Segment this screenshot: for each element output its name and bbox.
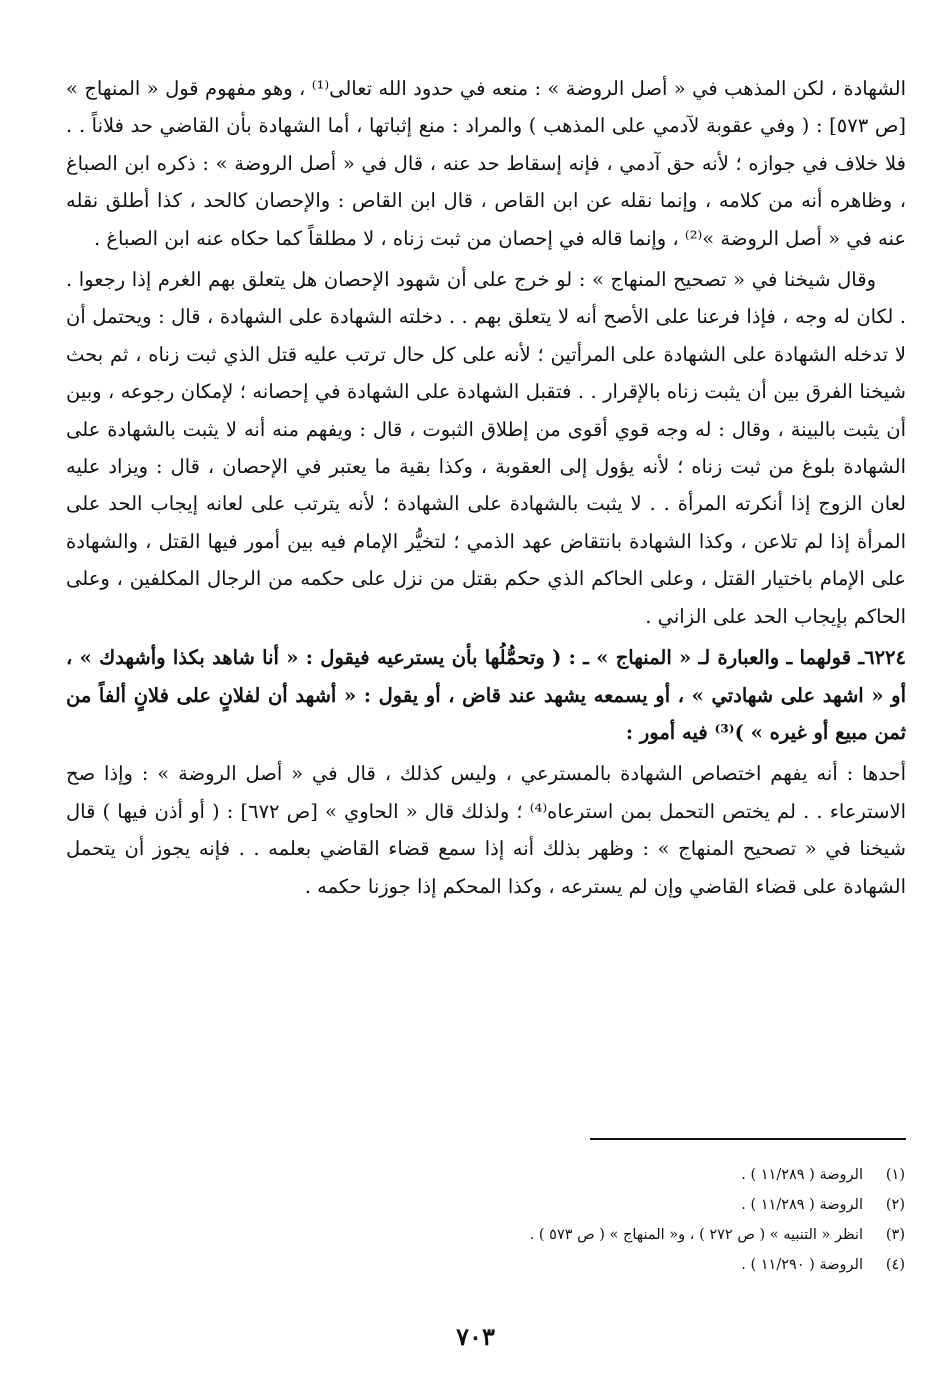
- footnotes: [85, 1160, 905, 1280]
- footnote-text: الروضة ( ١١/٢٩٠ ) .: [741, 1257, 863, 1273]
- footnote-text: الروضة ( ١١/٢٨٩ ) .: [741, 1167, 863, 1183]
- footnote-text: انظر « التنبيه » ( ص ٢٧٢ ) ، و« المنهاج » ( ص ٥٧٣ ) .: [529, 1227, 863, 1243]
- paragraph-4: أحدها : أنه يفهم اختصاص الشهادة بالمسترعي ، وليس كذلك ، قال في « أصل الروضة » : وإذا صح الاسترعاء . . لم يختص التحمل بمن استرعاه⁽⁴⁾ ؛ ولذلك قال « الحاوي » [ص ٦٧٢] : ( أو أذن فيها ) قال شيخنا في « تصحيح المنهاج » : وظهر بذلك أنه إذا سمع قضاء القاضي بعلمه . . فإنه يجوز أن يتحمل الشهادة على قضاء القاضي وإن لم يسترعه ، وكذا المحكم إذا جوزنا حكمه .: [66, 762, 906, 898]
- footnote-1: [85, 1160, 905, 1190]
- footnote-3: [85, 1220, 905, 1250]
- paragraph-3-issue-heading: ٦٢٢٤ـ قولهما ـ والعبارة لـ « المنهاج » ـ : ( وتحمُّلُها بأن يسترعيه فيقول : « أنا شاهد بكذا وأشهدك » ، أو « اشهد على شهادتي » ، أو يسمعه يشهد عند قاض ، أو يقول : « أشهد أن لفلانٍ على فلانٍ ألفاً من ثمن مبيع أو غيره » )⁽³⁾ فيه أمور :: [66, 646, 906, 744]
- footnote-text: الروضة ( ١١/٢٨٩ ) .: [741, 1197, 863, 1213]
- footnote-number: (١): [885, 1167, 905, 1183]
- footnote-number: (٤): [885, 1257, 905, 1273]
- footnote-number: (٣): [885, 1227, 905, 1243]
- footnote-4: [85, 1250, 905, 1280]
- paragraph-2: وقال شيخنا في « تصحيح المنهاج » : لو خرج على أن شهود الإحصان هل يتعلق بهم الغرم إذا رجعوا . . لكان له وجه ، فإذا فرعنا على الأصح أنه لا يتعلق بهم . . دخلته الشهادة على الشهادة ، قال : ويحتمل أن لا تدخله الشهادة على الشهادة على المرأتين ؛ لأنه على كل حال ترتب عليه قتل الذي ثبت زناه ، ثم بحث شيخنا الفرق بين أن يثبت زناه بالإقرار . . فتقبل الشهادة على الشهادة في إحصانه ؛ لإمكان رجوعه ، وبين أن يثبت بالبينة ، وقال : له وجه قوي أقوى من إطلاق الثبوت ، قال : ويفهم منه أنه لا يثبت بالشهادة على الشهادة بلوغ من ثبت زناه ؛ لأنه يؤول إلى العقوبة ، وكذا بقية ما يعتبر في الإحصان ، قال : ويزاد عليه لعان الزوج إذا أنكرته المرأة . . لا يثبت بالشهادة على الشهادة ؛ لأنه يترتب على لعانه إيجاب الحد على المرأة إذا لم تلاعن ، وكذا الشهادة بانتقاض عهد الذمي ؛ لتخيُّر الإمام فيه بين أمور فيها القتل ، والشهادة على الإمام باختيار القتل ، وعلى الحاكم الذي حكم بقتل من نزل على حكمه من الرجال المكلفين ، وعلى الحاكم بإيجاب الحد على الزاني .: [66, 268, 906, 628]
- footnote-2: [85, 1190, 905, 1220]
- main-text: [66, 70, 906, 905]
- footnote-divider: [590, 1138, 906, 1140]
- page-number: ٧٠٣: [456, 1322, 495, 1351]
- paragraph-1: الشهادة ، لكن المذهب في « أصل الروضة » : منعه في حدود الله تعالى⁽¹⁾ ، وهو مفهوم قول « المنهاج » [ص ٥٧٣] : ( وفي عقوبة لآدمي على المذهب ) والمراد : منع إثباتها ، أما الشهادة بأن القاضي حد فلاناً . . فلا خلاف في جوازه ؛ لأنه حق آدمي ، فإنه إسقاط حد عنه ، قال في « أصل الروضة » : ذكره ابن الصباغ ، وظاهره أنه من كلامه ، وإنما نقله عن ابن القاص ، قال ابن القاص : والإحصان كالحد ، كذا أطلق نقله عنه في « أصل الروضة »⁽²⁾ ، وإنما قاله في إحصان من ثبت زناه ، لا مطلقاً كما حكاه عنه ابن الصباغ .: [66, 77, 906, 250]
- footnote-number: (٢): [885, 1197, 905, 1213]
